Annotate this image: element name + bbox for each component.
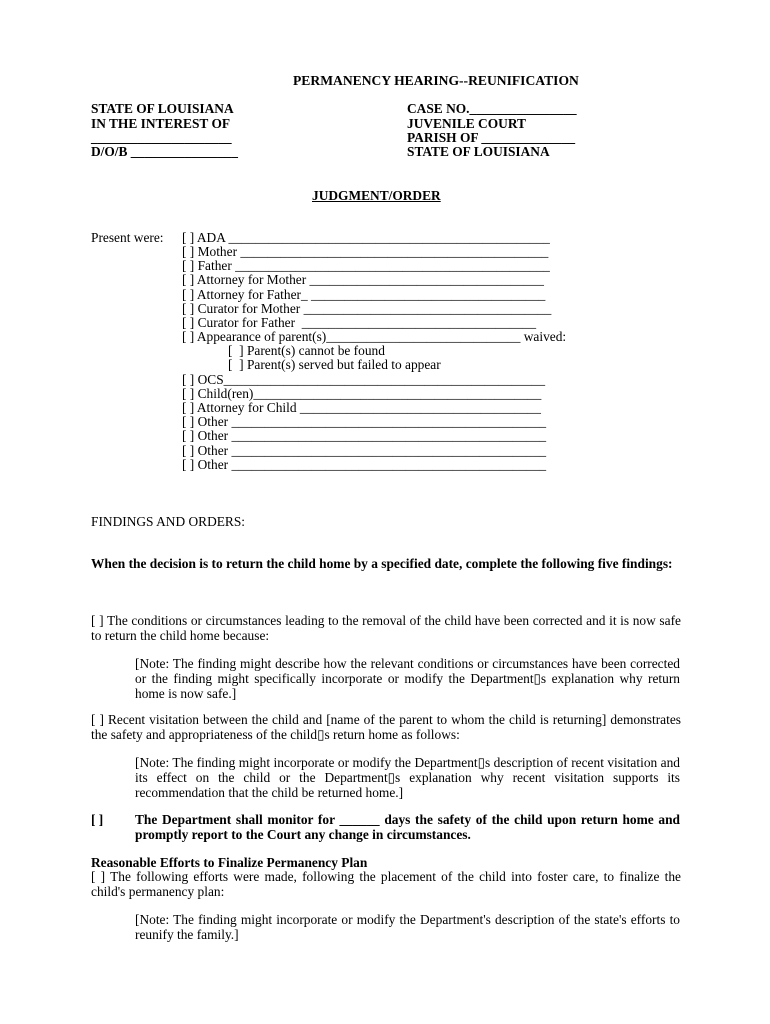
five-findings-intro: When the decision is to return the child home by a specified date, complete the following five findings: [91, 556, 673, 571]
finding-conditions-corrected[interactable]: [ ] The conditions or circumstances leading to the removal of the child have been corrected and it is now safe to return the child home because: [91, 613, 681, 643]
caption-dob[interactable]: D/O/B ________________ [91, 144, 238, 159]
finding-department-monitor: The Department shall monitor for ______ days the safety of the child upon return home and promptly report to the Court any change in circumstances. [135, 812, 680, 842]
finding-monitor-checkbox[interactable]: [ ] [91, 812, 104, 827]
present-item-ada[interactable]: [ ] ADA ________________________________________________ [182, 230, 550, 245]
present-item-appearance-waived[interactable]: [ ] Appearance of parent(s)_____________________________ waived: [182, 329, 567, 344]
caption-interest-of: IN THE INTEREST OF [91, 116, 231, 131]
caption-case-no[interactable]: CASE NO.________________ [407, 101, 577, 116]
present-item-other-2[interactable]: [ ] Other _______________________________________________ [182, 428, 547, 443]
appearance-failed-to-appear[interactable]: [ ] Parent(s) served but failed to appear [228, 357, 441, 372]
caption-state: STATE OF LOUISIANA [91, 101, 234, 116]
present-item-attorney-mother[interactable]: [ ] Attorney for Mother ___________________________________ [182, 272, 544, 287]
appearance-cannot-be-found[interactable]: [ ] Parent(s) cannot be found [228, 343, 385, 358]
present-item-other-3[interactable]: [ ] Other _______________________________________________ [182, 443, 547, 458]
caption-state-right: STATE OF LOUISIANA [407, 144, 550, 159]
reasonable-efforts-finding[interactable]: [ ] The following efforts were made, following the placement of the child into foster care, to finalize the child's permanency plan: [91, 869, 681, 899]
caption-parish[interactable]: PARISH OF ______________ [407, 130, 576, 145]
present-item-curator-father[interactable]: [ ] Curator for Father ___________________________________ [182, 315, 537, 330]
present-item-attorney-child[interactable]: [ ] Attorney for Child ____________________________________ [182, 400, 541, 415]
caption-name-line[interactable]: _____________________ [91, 130, 232, 145]
caption-juvenile-court: JUVENILE COURT [407, 116, 526, 131]
present-item-other-1[interactable]: [ ] Other _______________________________________________ [182, 414, 547, 429]
page-title: PERMANENCY HEARING--REUNIFICATION [293, 73, 579, 88]
present-item-children[interactable]: [ ] Child(ren)___________________________________________ [182, 386, 542, 401]
note-conditions: [Note: The finding might describe how the relevant conditions or circumstances have been corrected or the finding might specifically incorporate or modify the Department▯s explanation why return home is now safe.] [135, 656, 680, 701]
note-reunify-efforts: [Note: The finding might incorporate or modify the Department's description of the state's efforts to reunify the family.] [135, 912, 680, 942]
present-item-attorney-father[interactable]: [ ] Attorney for Father_ ___________________________________ [182, 287, 546, 302]
findings-heading: FINDINGS AND ORDERS: [91, 514, 246, 529]
present-item-ocs[interactable]: [ ] OCS________________________________________________ [182, 372, 546, 387]
present-item-father[interactable]: [ ] Father _______________________________________________ [182, 258, 550, 273]
reasonable-efforts-heading: Reasonable Efforts to Finalize Permanency Plan [91, 855, 368, 870]
judgment-heading: JUDGMENT/ORDER [312, 188, 441, 203]
note-visitation: [Note: The finding might incorporate or modify the Department▯s description of recent visitation and its effect on the child or the Department▯s explanation why recent visitation supports its recommendation that the child be returned home.] [135, 755, 680, 800]
present-label: Present were: [91, 230, 164, 245]
present-item-mother[interactable]: [ ] Mother ______________________________________________ [182, 244, 549, 259]
present-item-curator-mother[interactable]: [ ] Curator for Mother _____________________________________ [182, 301, 552, 316]
present-item-other-4[interactable]: [ ] Other _______________________________________________ [182, 457, 547, 472]
finding-recent-visitation[interactable]: [ ] Recent visitation between the child and [name of the parent to whom the child is returning] demonstrates the safety and appropriateness of the child▯s return home as follows: [91, 712, 681, 742]
